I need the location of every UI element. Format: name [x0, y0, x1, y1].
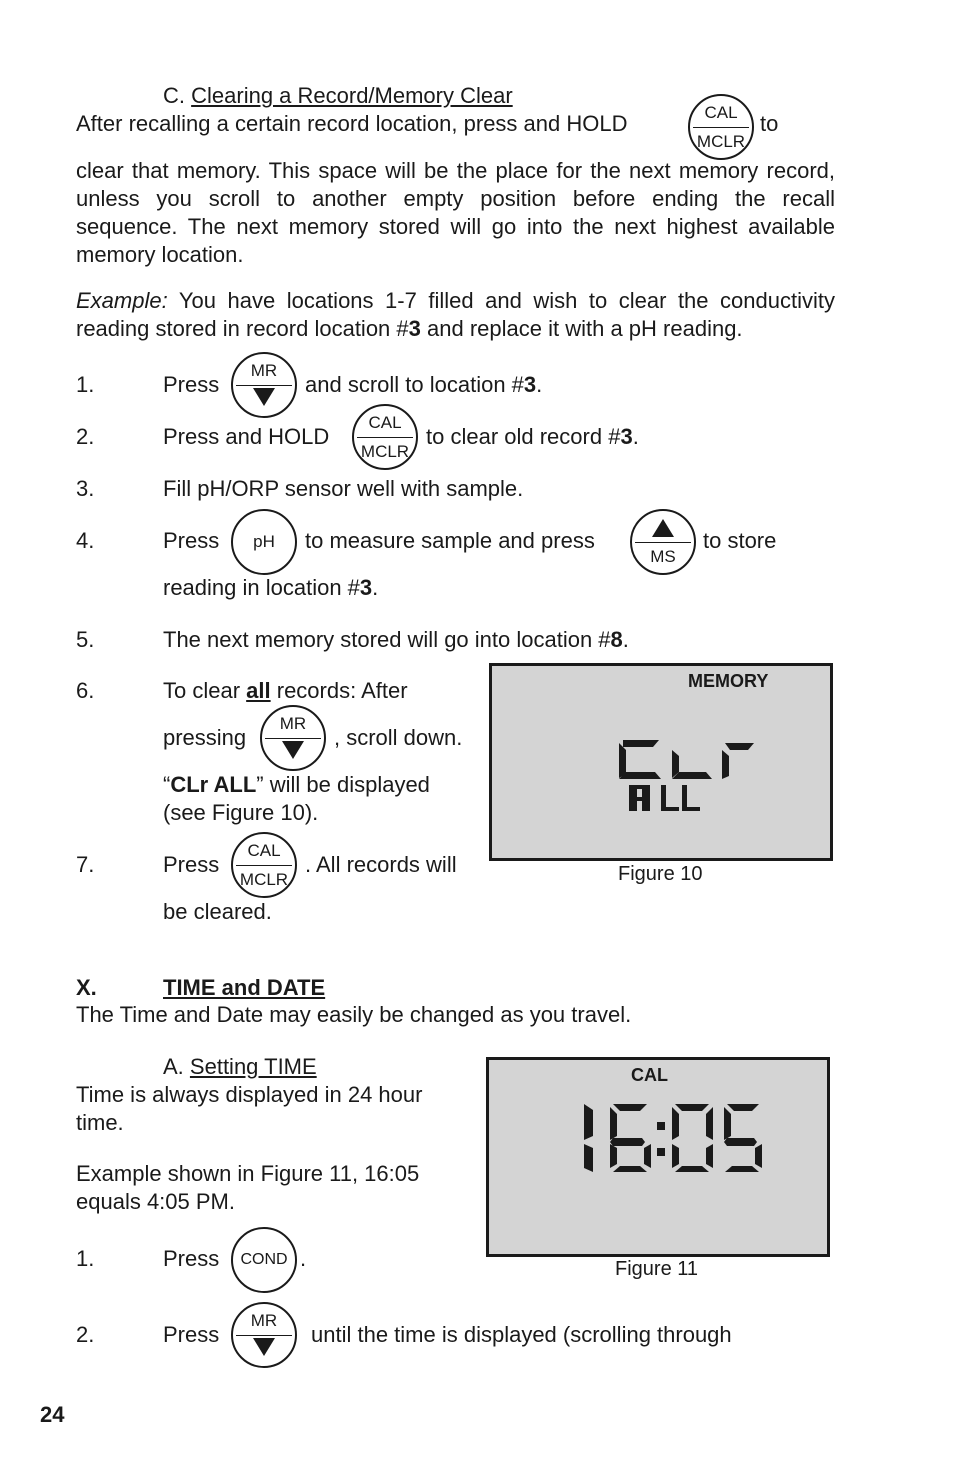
page-number: 24 — [40, 1402, 65, 1427]
figure-11-lcd — [486, 1057, 830, 1257]
step-3-text: Fill pH/ORP sensor well with sample. — [163, 476, 524, 501]
step-7-text-3: be cleared. — [163, 899, 272, 924]
key-top-label: CAL — [704, 103, 738, 122]
section-x-intro: The Time and Date may easily be changed as you travel. — [76, 1002, 632, 1027]
step-6-text-5: (see Figure 10). — [163, 800, 319, 825]
key-top-label: MR — [250, 1311, 278, 1330]
step-4-text-4: reading in location #3. — [163, 575, 379, 600]
step-6-text-3: , scroll down. — [334, 725, 463, 750]
step-4-text: Press — [163, 528, 220, 553]
time-step-1-period: . — [300, 1246, 307, 1271]
step-7-text-2: . All records will — [305, 852, 457, 877]
step-5-number: 5. — [76, 627, 95, 652]
up-arrow-icon — [652, 519, 674, 537]
section-c-title: Clearing a Record/Memory Clear — [191, 83, 513, 108]
step-1-number: 1. — [76, 372, 95, 397]
down-arrow-icon — [282, 741, 304, 759]
key-top-label: CAL — [368, 413, 402, 432]
up-ms-key-icon — [630, 509, 696, 575]
mr-down-key-icon — [231, 352, 297, 418]
step-6-number: 6. — [76, 678, 95, 703]
setting-time-line-1: Time is always displayed in 24 hour — [76, 1082, 423, 1107]
time-step-2-number: 2. — [76, 1322, 95, 1347]
lcd-memory-label: MEMORY — [688, 671, 769, 691]
key-label: COND — [240, 1251, 288, 1268]
step-6-text-2: pressing — [163, 725, 247, 750]
section-c-intro-to: to — [760, 111, 779, 136]
step-6-text: To clear all records: After — [163, 678, 408, 703]
step-2-text: Press and HOLD — [163, 424, 330, 449]
step-7-number: 7. — [76, 852, 95, 877]
section-c-body: clear that memory. This space will be the place for the next memory record, unless you scroll to another empty position before ending the recall sequence. The next memory stored will go into the next highest available memory location. — [76, 158, 835, 267]
lcd-clr-all-display — [492, 666, 830, 858]
step-4-text-3: to store — [703, 528, 777, 553]
section-c-heading — [163, 82, 513, 110]
step-7-text: Press — [163, 852, 220, 877]
step-1-text-2: and scroll to location #3. — [305, 372, 543, 397]
key-top-label: MR — [250, 361, 278, 380]
example-bold-num: 3 — [408, 316, 421, 341]
key-bottom-label: MS — [650, 547, 676, 566]
time-step-2-text: Press — [163, 1322, 220, 1347]
step-5-text: The next memory stored will go into location #8. — [163, 627, 629, 652]
cal-mclr-key-icon — [688, 94, 754, 160]
section-x-number: X. — [76, 975, 97, 1000]
down-arrow-icon — [253, 388, 275, 406]
key-top-label: CAL — [247, 841, 281, 860]
key-bottom-label: MCLR — [360, 442, 410, 461]
cal-mclr-key-icon — [352, 404, 418, 470]
step-1-text: Press — [163, 372, 220, 397]
time-step-1-number: 1. — [76, 1246, 95, 1271]
example-label: Example: — [76, 288, 168, 313]
setting-time-line-2: time. — [76, 1110, 124, 1135]
figure-10-caption: Figure 10 — [618, 863, 703, 885]
setting-time-heading: A. Setting TIME — [163, 1054, 317, 1079]
key-bottom-label: MCLR — [696, 132, 746, 151]
key-bottom-label: MCLR — [239, 870, 289, 889]
key-top-label: MR — [279, 714, 307, 733]
down-arrow-icon — [253, 1338, 275, 1356]
section-c-intro: After recalling a certain record location, press and HOLD — [76, 111, 628, 136]
key-label: pH — [253, 532, 275, 551]
example-paragraph — [76, 287, 835, 343]
ph-key-icon — [231, 509, 297, 575]
mr-down-key-icon — [260, 705, 326, 771]
time-step-1-text: Press — [163, 1246, 220, 1271]
figure-11-caption: Figure 11 — [615, 1258, 699, 1280]
section-c-prefix: C. — [163, 83, 185, 108]
cond-key-icon — [231, 1227, 297, 1293]
section-x-title: TIME and DATE — [163, 975, 326, 1000]
setting-time-line-3: Example shown in Figure 11, 16:05 — [76, 1161, 420, 1186]
step-4-number: 4. — [76, 528, 95, 553]
step-4-text-2: to measure sample and press — [305, 528, 595, 553]
figure-10-lcd — [489, 663, 833, 861]
step-6-text-4: “CLr ALL” will be displayed — [163, 772, 430, 797]
time-step-2-text-2: until the time is displayed (scrolling through — [311, 1322, 732, 1347]
cal-mclr-key-icon — [231, 832, 297, 898]
example-text-after: and replace it with a pH reading. — [420, 316, 743, 341]
mr-down-key-icon — [231, 1302, 297, 1368]
step-2-text-2: to clear old record #3. — [426, 424, 639, 449]
lcd-cal-label: CAL — [631, 1065, 668, 1085]
lcd-time-display — [489, 1060, 827, 1254]
step-2-number: 2. — [76, 424, 95, 449]
setting-time-line-4: equals 4:05 PM. — [76, 1189, 235, 1214]
example-text: You have locations 1-7 filled and wish to clear the conductivity reading stored in record location # — [76, 288, 835, 341]
step-3-number: 3. — [76, 476, 95, 501]
